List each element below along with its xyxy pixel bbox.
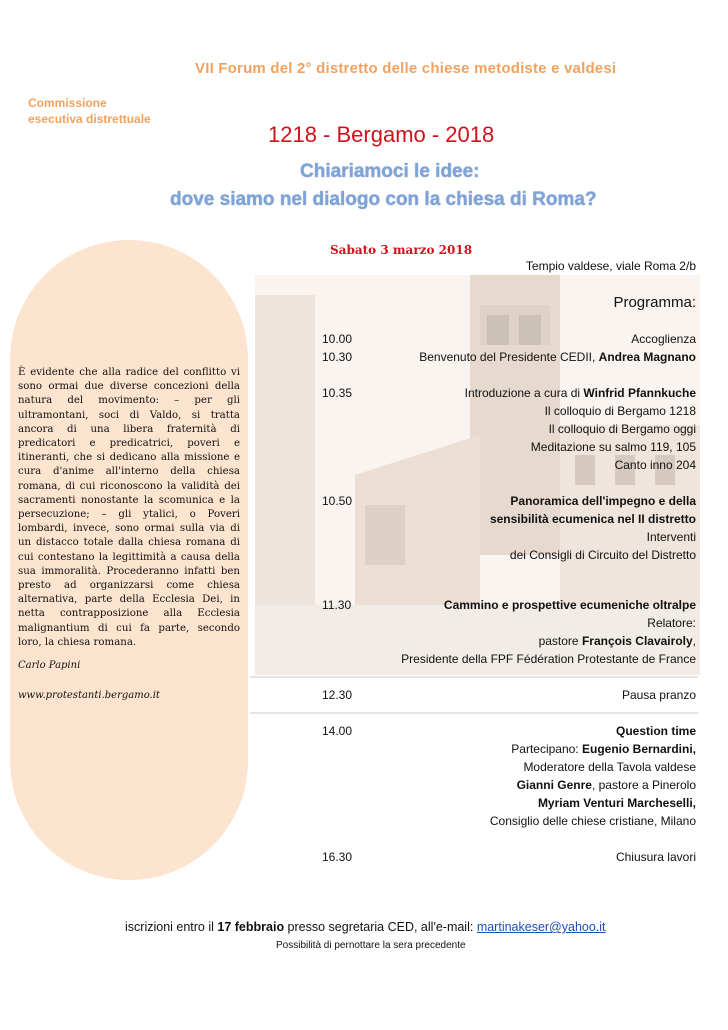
program-label: Programma:: [613, 294, 696, 311]
chiusura: Chiusura lavori: [615, 850, 696, 864]
footer-middle: presso segretaria CED, all'e-mail:: [284, 920, 477, 934]
footer-prefix: iscrizioni entro il: [125, 920, 218, 934]
time-1050: 10.50: [322, 494, 353, 508]
overnight-note: Possibilità di pernottare la sera precedente: [276, 940, 466, 951]
event-venue: Tempio valdese, viale Roma 2/b: [525, 259, 696, 273]
partecipano-line: [511, 742, 696, 756]
accoglienza: Accoglienza: [631, 332, 696, 346]
website-text: www.protestanti.bergamo.it: [18, 690, 160, 701]
consiglio-chiese: Consiglio delle chiese cristiane, Milano: [489, 814, 696, 828]
presidente-fpf: Presidente della FPF Fédération Protestante de France: [401, 652, 696, 666]
partecipano-prefix: Partecipano:: [511, 742, 582, 756]
cammino: Cammino e prospettive ecumeniche oltralpe: [443, 598, 696, 612]
pastore-prefix: pastore: [538, 634, 582, 648]
genre-name: Gianni Genre: [516, 778, 592, 792]
pausa: Pausa pranzo: [621, 688, 696, 702]
colloquio-oggi: Il colloquio di Bergamo oggi: [548, 422, 696, 436]
subtitle-line-1: Chiariamoci le idee:: [300, 161, 480, 182]
time-1000: 10.00: [322, 332, 353, 346]
time-1230: 12.30: [322, 688, 353, 702]
interventi: Interventi: [646, 530, 696, 544]
subtitle: [170, 158, 710, 214]
deadline: 17 febbraio: [217, 920, 285, 934]
meditazione: Meditazione su salmo 119, 105: [530, 440, 696, 454]
panoramica-line-1: Panoramica dell'impegno e della: [510, 494, 696, 508]
benvenuto-prefix: Benvenuto del Presidente CEDII,: [419, 350, 599, 364]
time-1400: 14.00: [322, 724, 353, 738]
question-time: Question time: [615, 724, 696, 738]
divider: [250, 712, 698, 714]
canto: Canto inno 204: [614, 458, 696, 472]
time-1130: 11.30: [322, 598, 352, 612]
registration-line: [125, 920, 606, 934]
commission-label: [28, 95, 188, 127]
pastore-line: [539, 634, 696, 648]
pastore-name: François Clavairoly: [581, 634, 693, 648]
consigli: dei Consigli di Circuito del Distretto: [509, 548, 696, 562]
genre-line: [517, 778, 696, 792]
intro-line: [465, 386, 696, 400]
genre-suffix: , pastore a Pinerolo: [591, 778, 696, 792]
sidebar-quote: È evidente che alla radice del conflitto vi sono ormai due diverse concezioni della natura del movimento: – per gli ultramontani, soci di Valdo, si tratta ancora di una libera fraternità di predicatori e predicatrici, poveri e itineranti, che si dedicano alla missione e cura d'anime all'interno della chiesa romana, di cui riconoscono la validità dei sacramenti nonostante la scomunica e la persecuzione; – gli ytalici, o Poveri lombardi, invece, sono ormai sulla via di un distacco totale dalla chiesa romana di cui contestano la legittimità a causa della sua immoralità. Procederanno infatti ben presto ad organizzarsi come chiesa alternativa, parte della Ecclesia Dei, in netta contrapposizione alla Ecclesia malignantium di cui fa parte, secondo loro, la chiesa romana.: [18, 367, 240, 648]
quote-author: Carlo Papini: [18, 660, 81, 671]
panoramica-line-2: sensibilità ecumenica nel II distretto: [489, 512, 696, 526]
commission-line-1: Commissione: [28, 96, 107, 110]
benvenuto-line: [419, 350, 696, 364]
relatore: Relatore:: [647, 616, 696, 630]
time-1030: 10.30: [322, 350, 353, 364]
event-date: Sabato 3 marzo 2018: [330, 243, 473, 257]
colloquio-1218: Il colloquio di Bergamo 1218: [544, 404, 696, 418]
subtitle-line-2: dove siamo nel dialogo con la chiesa di Roma?: [170, 189, 597, 210]
divider: [250, 676, 698, 678]
intro-prefix: Introduzione a cura di: [464, 386, 584, 400]
page-title: 1218 - Bergamo - 2018: [268, 122, 495, 147]
commission-line-2: esecutiva distrettuale: [28, 112, 151, 126]
email-link[interactable]: martinakeser@yahoo.it: [476, 920, 606, 934]
forum-title: VII Forum del 2° distretto delle chiese metodiste e valdesi: [195, 60, 617, 77]
intro-name: Winfrid Pfannkuche: [583, 386, 696, 400]
partecipano-name: Eugenio Bernardini,: [581, 742, 696, 756]
moderatore: Moderatore della Tavola valdese: [523, 760, 696, 774]
venturi-name: Myriam Venturi Marcheselli,: [537, 796, 696, 810]
pastore-suffix: ,: [692, 634, 696, 648]
time-1035: 10.35: [322, 386, 353, 400]
time-1630: 16.30: [322, 850, 353, 864]
benvenuto-name: Andrea Magnano: [598, 350, 696, 364]
